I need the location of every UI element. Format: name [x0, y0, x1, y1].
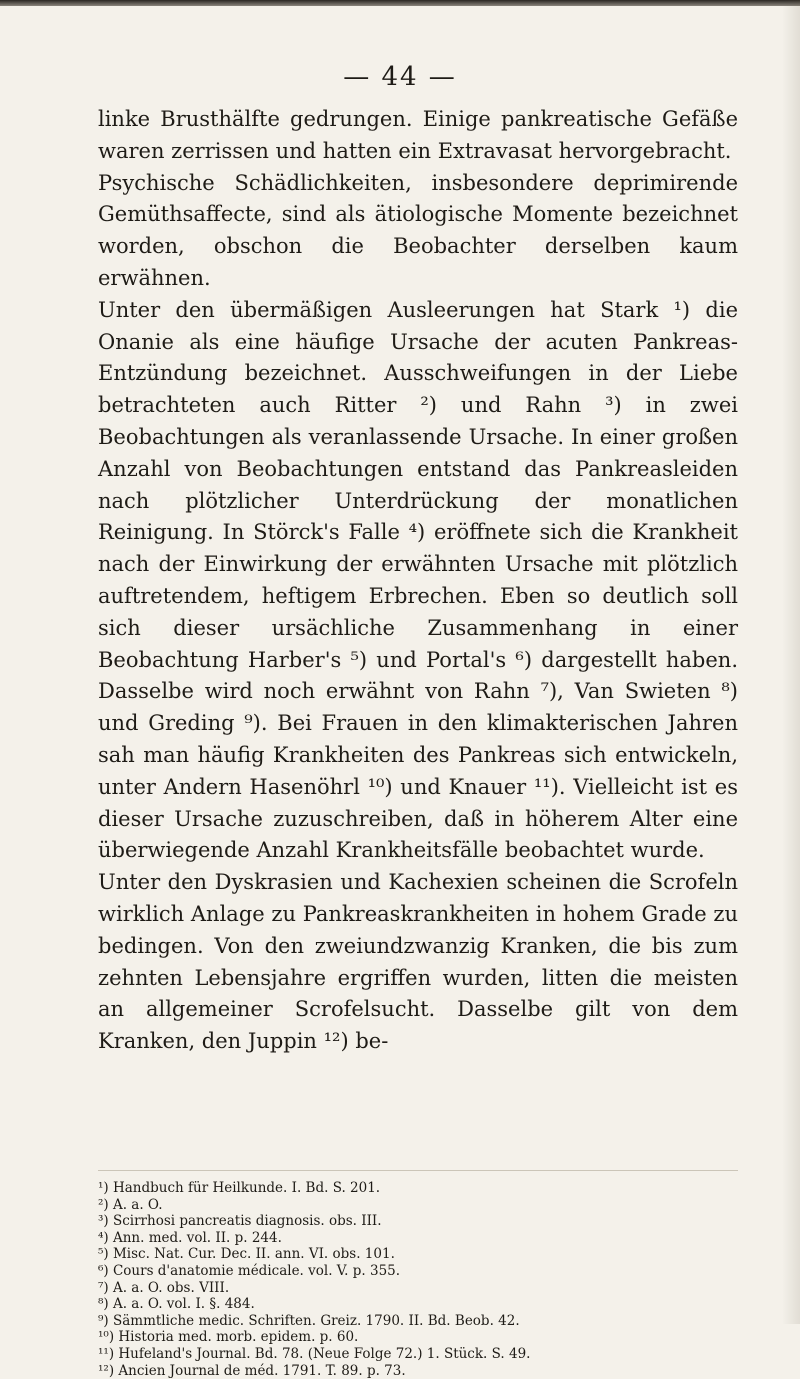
footnote-10: ¹⁰) Historia med. morb. epidem. p. 60. — [98, 1329, 359, 1346]
footnote-1: ¹) Handbuch für Heilkunde. I. Bd. S. 201. — [98, 1180, 381, 1196]
footnote-3: ³) Scirrhosi pancreatis diagnosis. obs. III. — [98, 1213, 382, 1230]
footnote-5: ⁵) Misc. Nat. Cur. Dec. II. ann. VI. obs. 101. — [98, 1246, 395, 1263]
footnotes — [98, 1180, 758, 1379]
footnote-2: ²) A. a. O. — [98, 1196, 163, 1213]
footnote-6: ⁶) Cours d'anatomie médicale. vol. V. p. 355. — [98, 1262, 401, 1279]
footnote-9: ⁹) Sämmtliche medic. Schriften. Greiz. 1790. II. Bd. Beob. 42. — [98, 1312, 520, 1329]
main-text — [98, 104, 738, 1058]
footnote-11: ¹¹) Hufeland's Journal. Bd. 78. (Neue Folge 72.) 1. Stück. S. 49. — [98, 1345, 531, 1362]
footnote-7: ⁷) A. a. O. obs. VIII. — [98, 1279, 230, 1296]
top-edge-rule — [0, 0, 800, 6]
paragraph-2: Psychische Schädlichkeiten, insbesondere deprimirende Gemüthsaffecte, sind als ätiologische Momente bezeichnet worden, obschon die Beobachter derselben kaum erwähnen. — [98, 170, 738, 290]
paragraph-4: Unter den Dyskrasien und Kachexien scheinen die Scrofeln wirklich Anlage zu Pankreaskrankheiten in hohem Grade zu bedingen. Von den zweiundzwanzig Kranken, die bis zum zehnten Lebensjahre ergriffen wurden, litten die meisten an allgemeiner Scrofelsucht. Dasselbe gilt von dem Kranken, den Juppin ¹²) be- — [98, 870, 738, 1054]
page-number: — 44 — — [343, 62, 457, 92]
footnote-separator — [98, 1170, 738, 1171]
footnote-8: ⁸) A. a. O. vol. I. §. 484. — [98, 1296, 255, 1313]
paragraph-1: linke Brusthälfte gedrungen. Einige pankreatische Gefäße waren zerrissen und hatten ein Extravasat hervorgebracht. — [98, 107, 738, 163]
footnote-12: ¹²) Ancien Journal de méd. 1791. T. 89. p. 73. — [98, 1362, 406, 1379]
page-edge-shadow — [782, 0, 800, 1324]
paragraph-3: Unter den übermäßigen Ausleerungen hat Stark ¹) die Onanie als eine häufige Ursache der acuten Pankreas-Entzündung bezeichnet. Ausschweifungen in der Liebe betrachteten auch Ritter ²) und Rahn ³) in zwei Beobachtungen als veranlassende Ursache. In einer großen Anzahl von Beobachtungen entstand das Pankreasleiden nach plötzlicher Unterdrückung der monatlichen Reinigung. In Störck's Falle ⁴) eröffnete sich die Krankheit nach der Einwirkung der erwähnten Ursache mit plötzlich auftretendem, heftigem Erbrechen. Eben so deutlich soll sich dieser ursächliche Zusammenhang in einer Beobachtung Harber's ⁵) und Portal's ⁶) dargestellt haben. Dasselbe wird noch erwähnt von Rahn ⁷), Van Swieten ⁸) und Greding ⁹). Bei Frauen in den klimakterischen Jahren sah man häufig Krankheiten des Pankreas sich entwickeln, unter Andern Hasenöhrl ¹⁰) und Knauer ¹¹). Vielleicht ist es dieser Ursache zuzuschreiben, daß in höherem Alter eine überwiegende Anzahl Krankheitsfälle beobachtet wurde. — [98, 297, 738, 863]
footnote-4: ⁴) Ann. med. vol. II. p. 244. — [98, 1229, 282, 1246]
